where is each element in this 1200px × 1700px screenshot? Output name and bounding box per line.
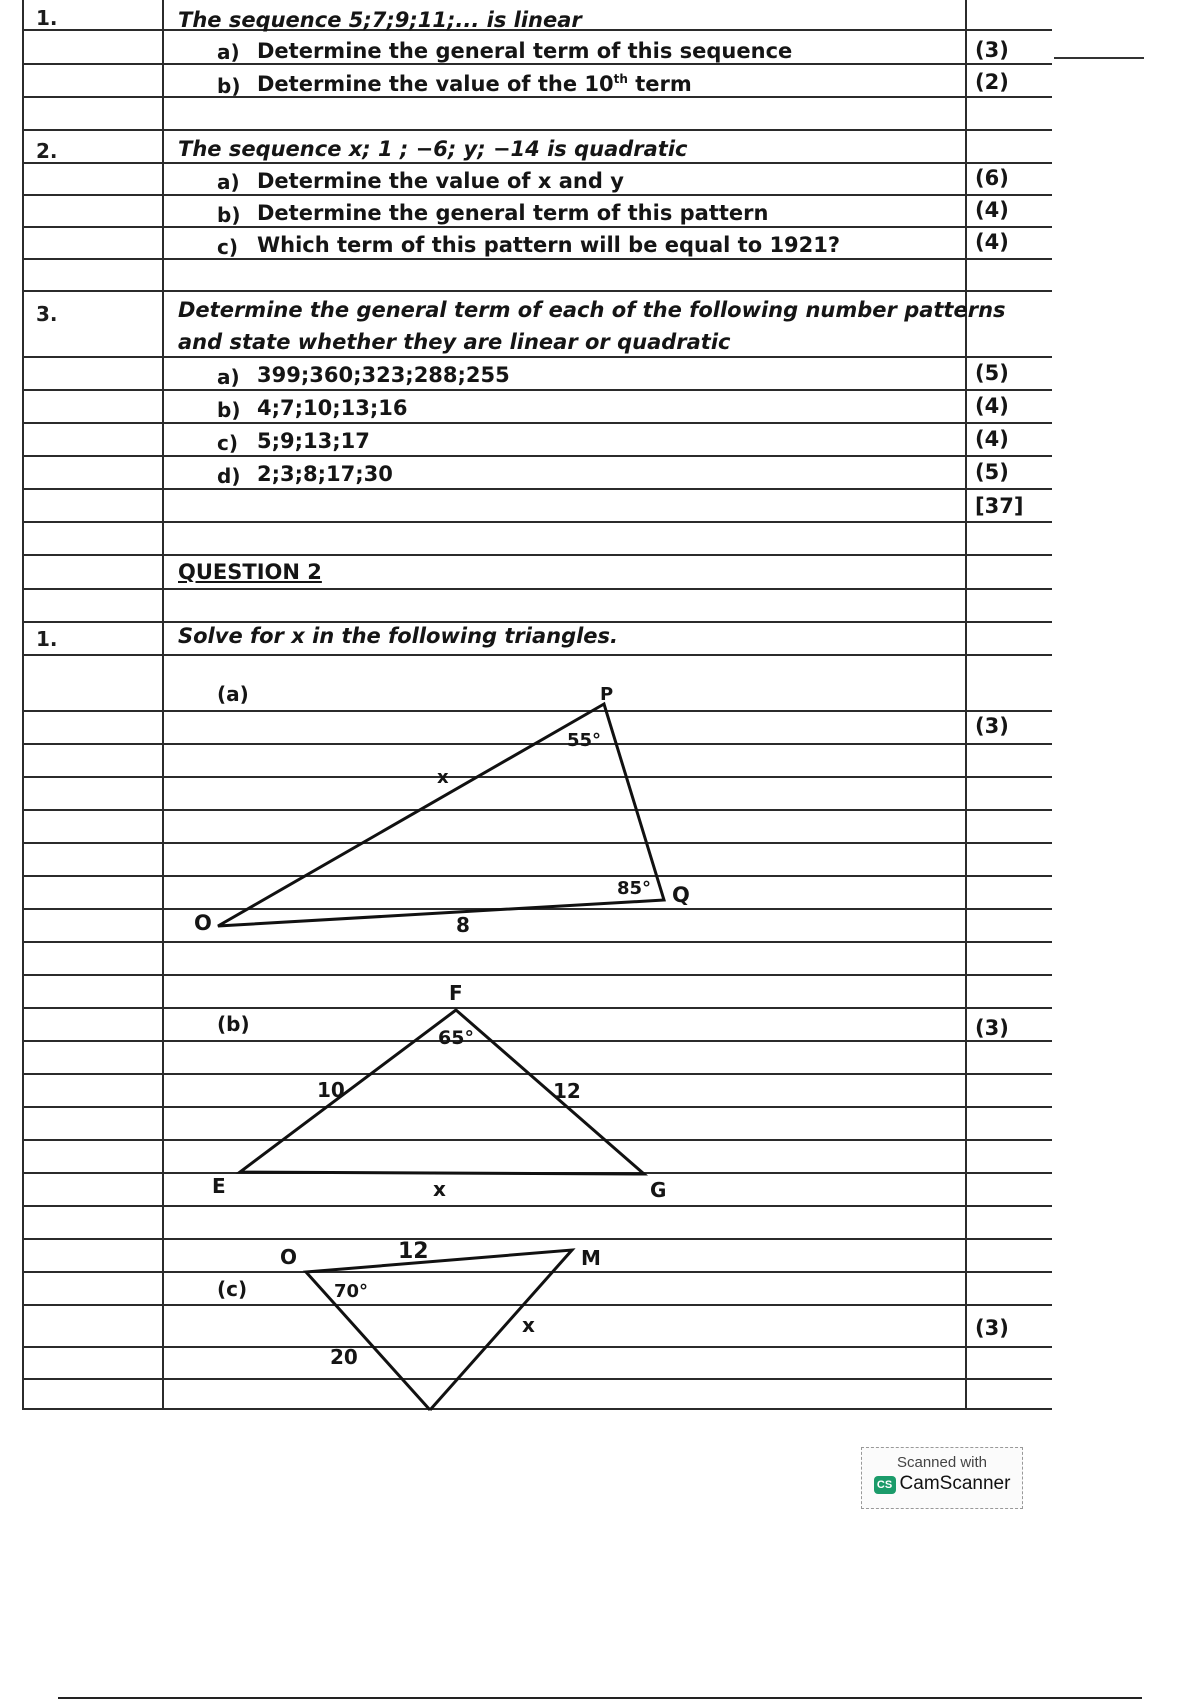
q1-2c-text: Which term of this pattern will be equal to 1921?: [257, 233, 841, 257]
angle-p-label: 55°: [567, 730, 602, 751]
scanner-badge: [861, 1447, 1023, 1509]
badge-brand: [862, 1473, 1022, 1495]
badge-brand-name: CamScanner: [899, 1473, 1011, 1494]
vertex-e-label: E: [212, 1174, 226, 1198]
q1-2b-marks: (4): [975, 198, 1009, 222]
q1-1b-label: b): [217, 74, 241, 98]
q1-2c-label: c): [217, 235, 238, 259]
triangle-b-marks: (3): [975, 1016, 1009, 1040]
q1-3b-text: 4;7;10;13;16: [257, 396, 408, 420]
q1-1b-marks: (2): [975, 70, 1009, 94]
side-ef-label: 10: [317, 1078, 345, 1102]
q1-3a-label: a): [217, 365, 240, 389]
q1-3a-marks: (5): [975, 361, 1009, 385]
vertex-g-label: G: [650, 1178, 667, 1202]
q1-3b-marks: (4): [975, 394, 1009, 418]
q1-3d-text: 2;3;8;17;30: [257, 462, 393, 486]
vertex-o2-label: O: [280, 1245, 298, 1269]
q1-3a-text: 399;360;323;288;255: [257, 363, 510, 387]
triangle-a-marks: (3): [975, 714, 1009, 738]
q1-3c-text: 5;9;13;17: [257, 429, 370, 453]
triangle-c-label: (c): [217, 1277, 248, 1301]
q1-item-3-stem-line1: Determine the general term of each of the following number patterns: [178, 298, 1006, 322]
bottom-rule: [58, 1697, 1142, 1699]
q1-2a-text: Determine the value of x and y: [257, 169, 624, 193]
q1-total-marks: [37]: [975, 494, 1024, 518]
q1-2b-label: b): [217, 203, 241, 227]
side-eg-label: x: [433, 1177, 446, 1201]
side-oq-label: 8: [456, 913, 470, 937]
q1-3d-label: d): [217, 464, 241, 488]
camscanner-logo-icon: CS: [874, 1476, 896, 1494]
q1-3d-marks: (5): [975, 460, 1009, 484]
q1-item-2-stem: The sequence x; 1 ; −6; y; −14 is quadratic: [178, 137, 688, 161]
q1-3b-label: b): [217, 398, 241, 422]
angle-f-label: 65°: [438, 1027, 474, 1049]
q1-1a-label: a): [217, 40, 240, 64]
vertex-q-label: Q: [672, 883, 690, 907]
side-op-label: x: [437, 767, 449, 788]
vertex-o-label: O: [194, 911, 212, 935]
triangle-c-marks: (3): [975, 1316, 1009, 1340]
q1-1a-marks: (3): [975, 38, 1009, 62]
q1-2c-marks: (4): [975, 230, 1009, 254]
vertex-p-label: P: [600, 684, 614, 705]
q1-item-1-number: 1.: [36, 6, 58, 30]
side-o2-bottom-label: 20: [330, 1345, 358, 1369]
q1-item-1-stem: The sequence 5;7;9;11;... is linear: [178, 8, 582, 32]
q1-2a-marks: (6): [975, 166, 1009, 190]
side-fg-label: 12: [553, 1079, 581, 1103]
q1-2a-label: a): [217, 170, 240, 194]
q1-1b-text: Determine the value of the 10th term: [257, 72, 692, 96]
angle-q-label: 85°: [617, 878, 652, 899]
q2-item-1-number: 1.: [36, 627, 58, 651]
q1-3c-marks: (4): [975, 427, 1009, 451]
question-2-heading: QUESTION 2: [178, 560, 322, 584]
triangle-b-label: (b): [217, 1012, 250, 1036]
q1-item-3-number: 3.: [36, 302, 58, 326]
vertex-f-label: F: [449, 981, 463, 1005]
side-om-label: 12: [398, 1239, 429, 1264]
q1-1a-text: Determine the general term of this sequence: [257, 39, 793, 63]
side-m-bottom-label: x: [522, 1313, 535, 1337]
q1-3c-label: c): [217, 431, 238, 455]
q2-item-1-stem: Solve for x in the following triangles.: [178, 624, 619, 648]
angle-o2-label: 70°: [334, 1281, 369, 1302]
q1-2b-text: Determine the general term of this pattern: [257, 201, 769, 225]
q1-item-3-stem-line2: and state whether they are linear or quadratic: [178, 330, 731, 354]
triangle-a-label: (a): [217, 682, 249, 706]
q1-item-2-number: 2.: [36, 139, 58, 163]
vertex-m-label: M: [581, 1246, 601, 1270]
badge-caption: Scanned with: [896, 1454, 988, 1471]
